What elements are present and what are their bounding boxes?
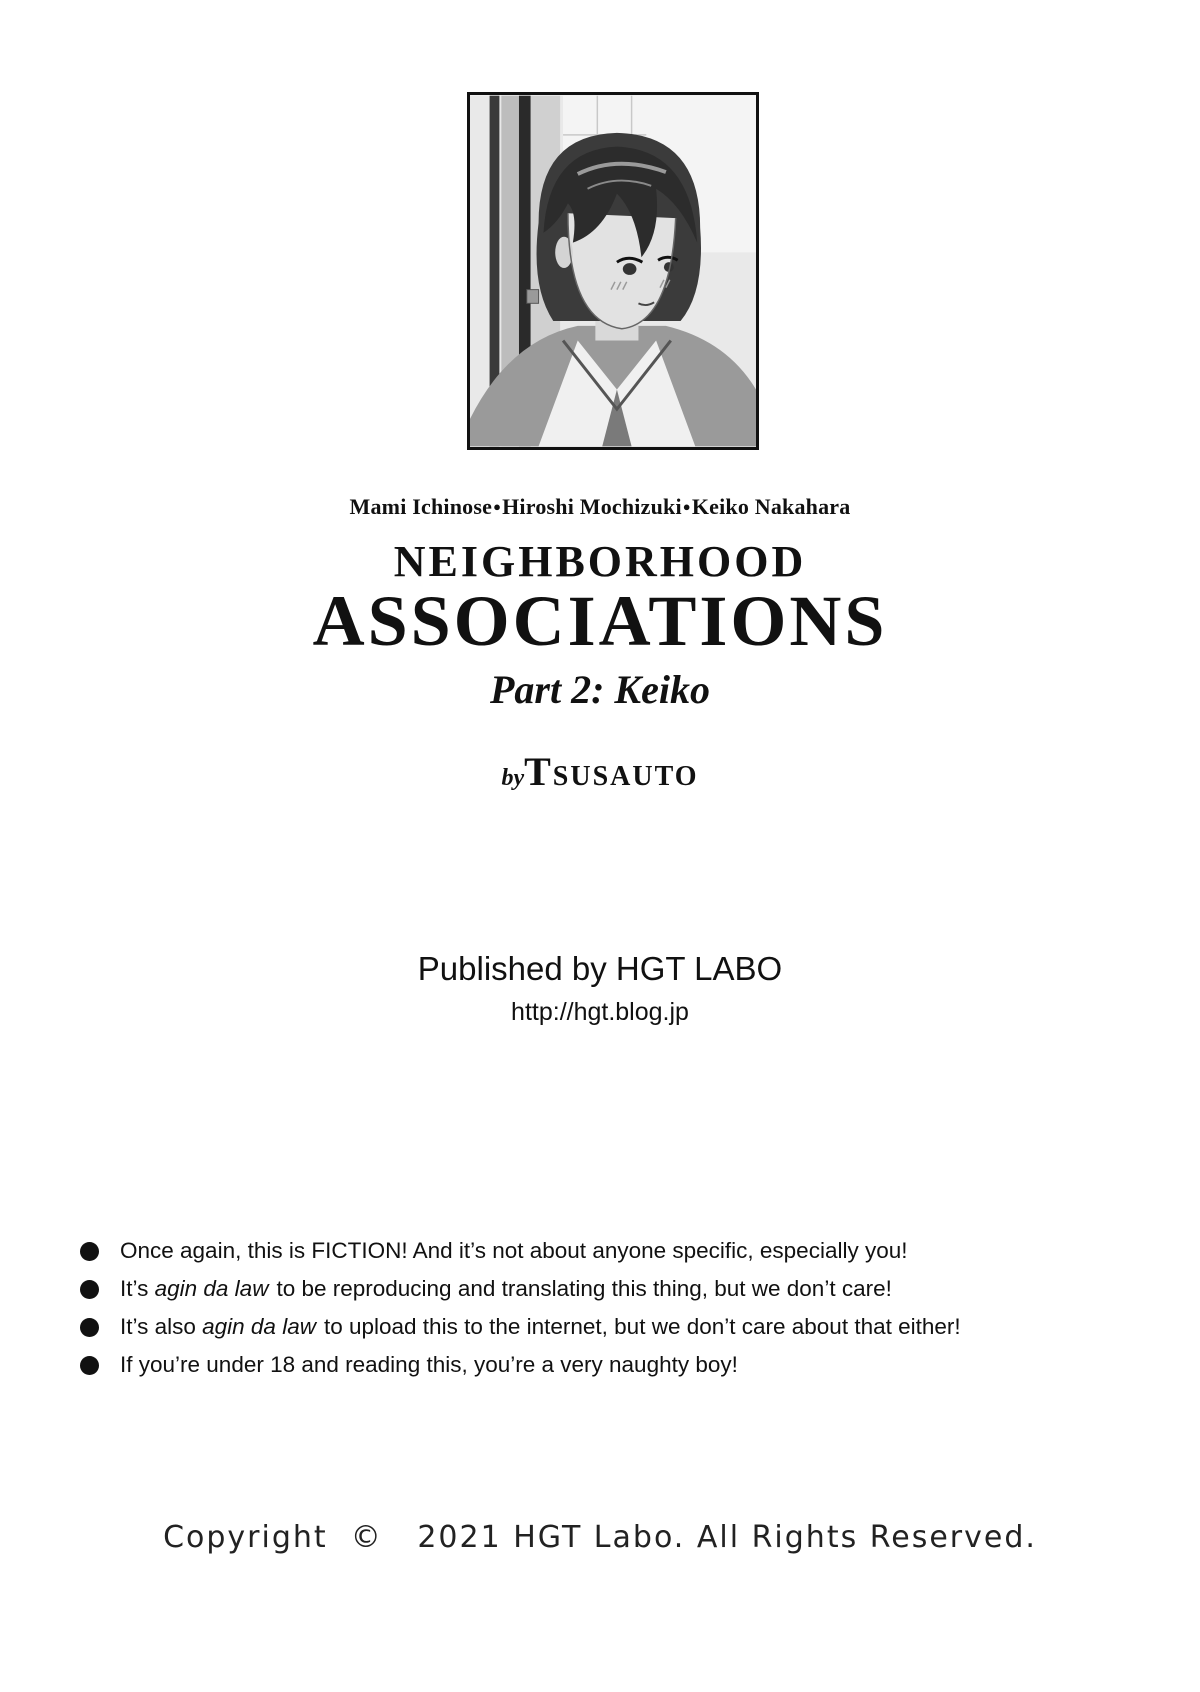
copyright-notice: Copyright © 2021 HGT Labo. All Rights Reserved. [163,1520,1037,1555]
disclaimer-text: to upload this to the internet, but we don’t care about that either! [323,1314,961,1339]
separator-dot: ● [682,499,691,514]
cover-illustration [467,92,759,450]
disclaimer-text: to be reproducing and translating this thing, but we don’t care! [276,1276,892,1301]
title-line-2: ASSOCIATIONS [312,581,888,661]
disclaimer-item [80,1346,961,1384]
disclaimer-list [80,1232,961,1384]
publisher-url: http://hgt.blog.jp [511,998,689,1026]
disclaimer-text: If you’re under 18 and reading this, you’re a very naughty boy! [120,1352,738,1377]
credit-name: Hiroshi Mochizuki [502,494,682,519]
disclaimer-emphasis: agin da law [202,1314,316,1339]
disclaimer-text: It’s [120,1276,155,1301]
disclaimer-item [80,1270,961,1308]
disclaimer-text: Once again, this is FICTION! And it’s not about anyone specific, especially you! [120,1238,908,1263]
bullet-icon [80,1242,99,1261]
credits-line [0,494,1200,520]
bullet-icon [80,1280,99,1299]
subtitle: Part 2: Keiko [490,667,710,712]
separator-dot: ● [493,499,502,514]
credit-name: Mami Ichinose [349,494,493,519]
author-prefix: by [501,765,525,791]
title-line-1: NEIGHBORHOOD [393,537,807,586]
author-name: Tsusauto [524,749,699,794]
disclaimer-item [80,1308,961,1346]
bullet-icon [80,1318,99,1337]
disclaimer-item [80,1232,961,1270]
disclaimer-text: It’s also [120,1314,203,1339]
disclaimer-emphasis: agin da law [154,1276,269,1301]
publisher-label: Published by HGT LABO [417,950,783,987]
credit-name: Keiko Nakahara [691,494,851,519]
author-line [0,749,1200,794]
bullet-icon [80,1356,99,1375]
